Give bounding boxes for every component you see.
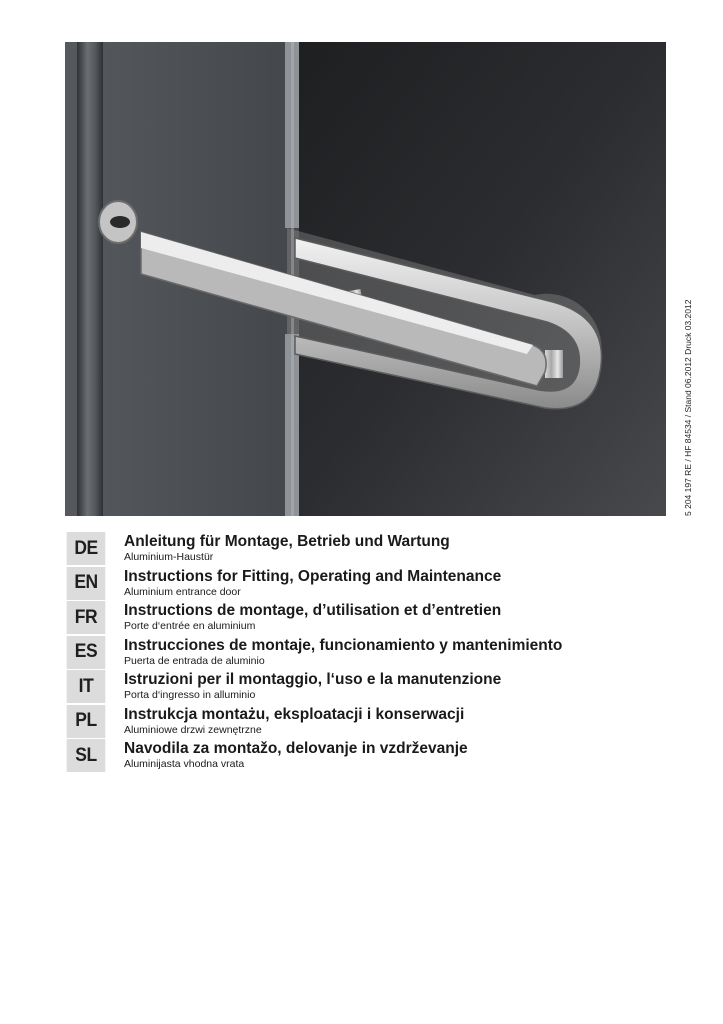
language-subtitle: Puerta de entrada de aluminio bbox=[124, 654, 265, 667]
language-row-pl bbox=[65, 705, 665, 739]
language-row-fr bbox=[65, 601, 665, 635]
language-row-it bbox=[65, 670, 665, 704]
cover-image bbox=[65, 42, 666, 516]
language-code-badge: PL bbox=[67, 705, 106, 738]
language-subtitle: Aluminium entrance door bbox=[124, 585, 241, 598]
language-code-badge: SL bbox=[67, 739, 106, 772]
language-subtitle: Aluminium-Haustür bbox=[124, 551, 214, 563]
language-subtitle: Aluminijasta vhodna vrata bbox=[124, 758, 245, 770]
language-title: Anleitung für Montage, Betrieb und Wartung bbox=[124, 533, 450, 550]
language-code-badge: ES bbox=[67, 636, 106, 669]
language-row-sl bbox=[65, 739, 665, 773]
language-row-es bbox=[65, 636, 665, 670]
language-row-de bbox=[65, 532, 665, 566]
document-code: 5 204 197 RE / HF 84534 / Stand 06.2012 Druck 03.2012 bbox=[683, 299, 693, 516]
language-title: Instrucciones de montaje, funcionamiento y mantenimiento bbox=[124, 636, 563, 654]
language-code-badge: IT bbox=[67, 670, 106, 703]
language-title: Navodila za montažo, delovanje in vzdrževanje bbox=[124, 740, 468, 757]
language-row-en bbox=[65, 567, 665, 601]
language-subtitle: Aluminiowe drzwi zewnętrzne bbox=[124, 723, 262, 736]
language-title: Instructions for Fitting, Operating and Maintenance bbox=[124, 567, 502, 585]
language-subtitle: Porte d‘entrée en aluminium bbox=[124, 620, 256, 632]
language-code-badge: FR bbox=[67, 601, 106, 634]
language-title: Istruzioni per il montaggio, l‘uso e la manutenzione bbox=[124, 671, 502, 688]
language-title: Instrukcja montażu, eksploatacji i konserwacji bbox=[124, 705, 465, 723]
language-code-badge: EN bbox=[67, 567, 106, 600]
language-code-badge: DE bbox=[67, 532, 106, 565]
language-subtitle: Porta d‘ingresso in alluminio bbox=[124, 689, 256, 701]
language-title: Instructions de montage, d’utilisation et d’entretien bbox=[124, 602, 502, 619]
language-list bbox=[65, 532, 665, 774]
